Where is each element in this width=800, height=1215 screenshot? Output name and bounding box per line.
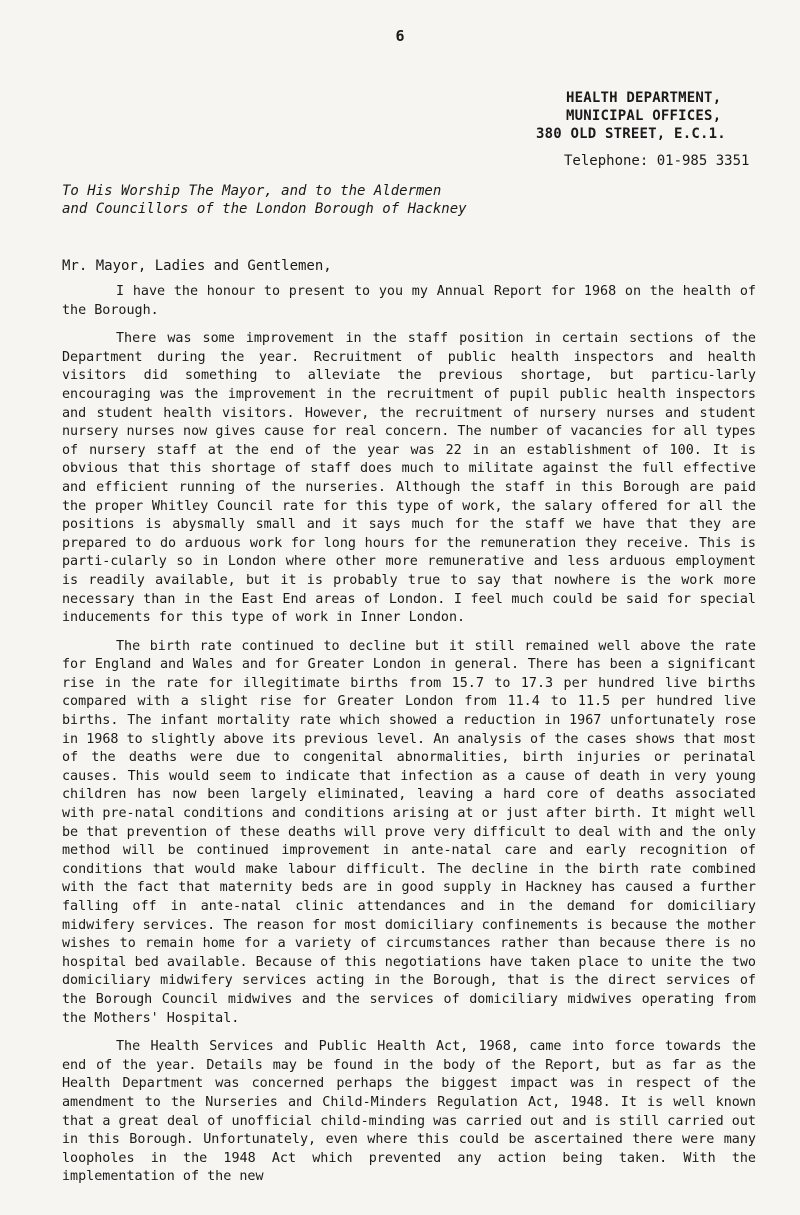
paragraph-staffing: There was some improvement in the staff position in certain sections of the Department during the year. Recruitment of public health inspectors and health visitors did something to alleviate the previous shortage, but particu-larly encouraging was the improvement in the recruitment of pupil public health inspectors and student health visitors. However, the recruitment of nursery nurses and student nursery nurses now gives cause for real concern. The number of vacancies for all types of nursery staff at the end of the year was 22 in an establishment of 100. It is obvious that this shortage of staff does much to militate against the full effective and efficient running of the nurseries. Although the staff in this Borough are paid the proper Whitley Council rate for this type of work, the salary offered for all the positions is abysmally small and it says much for the staff we have that they are prepared to do arduous work for long hours for the remuneration they receive. This is parti-cularly so in London where other more remunerative and less arduous employment is readily available, but it is probably true to say that nowhere is the work more necessary than in the East End areas of London. I feel much could be said for special inducements for this type of work in Inner London. (62, 331, 756, 626)
addressee-line-1: To His Worship The Mayor, and to the Aldermen (62, 183, 442, 199)
address-line-offices: MUNICIPAL OFFICES, (566, 108, 722, 124)
paragraph-birth-rate: The birth rate continued to decline but it still remained well above the rate for England and Wales and for Greater London in general. There has been a significant rise in the rate for illegitimate births from 15.7 to 17.3 per hundred live births compared with a slight rise for Greater London from 11.4 to 11.5 per hundred live births. The infant mortality rate which showed a reduction in 1967 unfortunately rose in 1968 to slightly above its previous level. An analysis of the cases shows that most of the deaths were due to congenital abnormalities, birth injuries or perinatal causes. This would seem to indicate that infection as a cause of death in very young children has now been largely eliminated, leaving a hard core of deaths associated with pre-natal conditions and conditions arising at or just after birth. It might well be that prevention of these deaths will prove very difficult to deal with and the only method will be continued improvement in ante-natal care and early recognition of conditions that would make labour difficult. The decline in the birth rate combined with the fact that maternity beds are in good supply in Hackney has caused a further falling off in ante-natal clinic attendances and in the demand for domiciliary midwifery services. The reason for most domiciliary confinements is because the mother wishes to remain home for a variety of circumstances rather than because there is no hospital bed available. Because of this negotiations have taken place to unite the two domiciliary midwifery services acting in the Borough, that is the direct services of the Borough Council midwives and the services of domiciliary midwives operating from the Mothers' Hospital. (62, 638, 756, 1026)
addressee-line-2: and Councillors of the London Borough of Hackney (62, 201, 467, 217)
paragraph-health-services-act: The Health Services and Public Health Act, 1968, came into force towards the end of the year. Details may be found in the body of the Report, but as far as the Health Department was concerned perhaps the biggest impact was in respect of the amendment to the Nurseries and Child-Minders Regulation Act, 1948. It is well known that a great deal of unofficial child-minding was carried out and is still carried out in this Borough. Unfortunately, even where this could be ascertained there were many loopholes in the 1948 Act which prevented any action being taken. With the implementation of the new (62, 1039, 756, 1185)
telephone-number: Telephone: 01-985 3351 (564, 153, 750, 169)
salutation: Mr. Mayor, Ladies and Gentlemen, (62, 258, 332, 274)
address-line-street: 380 OLD STREET, E.C.1. (536, 126, 726, 142)
page-number: 6 (395, 27, 405, 45)
report-body (62, 283, 756, 1197)
paragraph-introduction: I have the honour to present to you my Annual Report for 1968 on the health of the Borough. (62, 284, 756, 318)
addressee (62, 182, 467, 218)
department-address (536, 89, 726, 143)
address-line-department: HEALTH DEPARTMENT, (566, 90, 722, 106)
